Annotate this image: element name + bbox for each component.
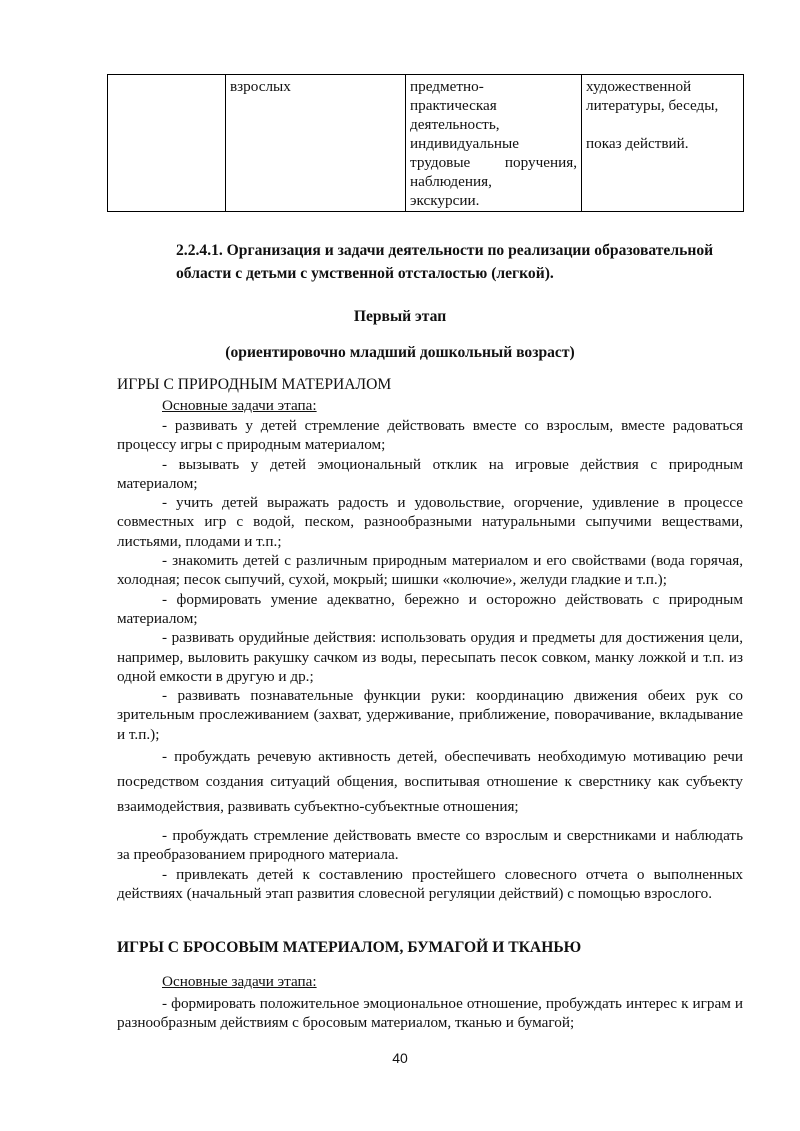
cell-line: наблюдения, — [410, 173, 492, 190]
cell-line: практическая — [410, 97, 497, 114]
cell-line: деятельность, — [410, 116, 500, 133]
section1-title: ИГРЫ С ПРИРОДНЫМ МАТЕРИАЛОМ — [117, 376, 392, 393]
cell-line: трудовые поручения, — [410, 154, 577, 171]
continued-table — [107, 74, 744, 212]
table-cell-empty — [108, 75, 226, 212]
table-row — [108, 75, 744, 212]
cell-line: показ действий. — [586, 135, 689, 152]
cell-line: предметно- — [410, 78, 484, 95]
list-item: - знакомить детей с различным природным материалом и его свойствами (вода горячая, холодная; песок сыпучий, сухой, мокрый; шишки «колючие», желуди гладкие и т.п.); — [117, 552, 743, 589]
list-item: - развивать познавательные функции руки: координацию движения обеих рук со зрительным прослеживанием (захват, удерживание, приближение, поворачивание, вкладывание и т.п.); — [117, 687, 743, 743]
list-item: - учить детей выражать радость и удовольствие, огорчение, удивление в процессе совместных игр с водой, песком, разнообразными натуральными сыпучими веществами, листьями, плодами и т.п.; — [117, 494, 743, 550]
cell-line: литературы, беседы, — [586, 97, 719, 114]
list-item: - формировать умение адекватно, бережно и осторожно действовать с природным материалом; — [117, 590, 743, 627]
section-heading: 2.2.4.1. Организация и задачи деятельности по реализации образовательной области с детьми с умственной отсталостью (легкой). — [176, 242, 714, 282]
list-item: - пробуждать стремление действовать вместе со взрослым и сверстниками и наблюдать за преобразованием природного материала. — [117, 827, 743, 864]
cell-line — [586, 115, 739, 134]
list-item: - развивать у детей стремление действовать вместе со взрослым, вместе радоваться процессу игры с природным материалом; — [117, 417, 743, 454]
cell-line: художественной — [586, 78, 692, 95]
list-item: - вызывать у детей эмоциональный отклик на игровые действия с природным материалом; — [117, 455, 743, 492]
table-cell — [406, 75, 582, 212]
section2-title: ИГРЫ С БРОСОВЫМ МАТЕРИАЛОМ, БУМАГОЙ И ТКАНЬЮ — [117, 939, 582, 956]
list-item: - развивать орудийные действия: использовать орудия и предметы для достижения цели, например, выловить ракушку сачком из воды, пересыпать песок совком, манку ложкой и т.п. из одной емкости в другую и др.; — [117, 629, 743, 685]
list-item: - формировать положительное эмоциональное отношение, пробуждать интерес к играм и разнообразным действиям с бросовым материалом, тканью и бумагой; — [117, 995, 743, 1032]
age-title: (ориентировочно младший дошкольный возраст) — [225, 344, 575, 361]
list-item: - пробуждать речевую активность детей, обеспечивать необходимую мотивацию речи посредством создания ситуаций общения, воспитывая отношение к сверстнику как субъекту взаимодействия, развивать субъектно-субъектные отношения; — [117, 748, 743, 816]
section1-task-list-continued — [117, 826, 743, 903]
section2-tasks-label: Основные задачи этапа: — [162, 973, 317, 990]
cell-line: индивидуальные — [410, 135, 519, 152]
page-number: 40 — [392, 1050, 408, 1066]
list-item: - привлекать детей к составлению простейшего словесного отчета о выполненных действиях (начальный этап развития словесной регуляции действий) с помощью взрослого. — [117, 865, 743, 902]
section1-task-list — [117, 416, 743, 819]
stage-title: Первый этап — [353, 308, 447, 325]
table-cell — [582, 75, 744, 212]
section1-tasks-label: Основные задачи этапа: — [162, 397, 317, 414]
table-cell: взрослых — [226, 75, 406, 212]
cell-line: экскурсии. — [410, 192, 480, 209]
section2-task-list — [117, 994, 743, 1033]
